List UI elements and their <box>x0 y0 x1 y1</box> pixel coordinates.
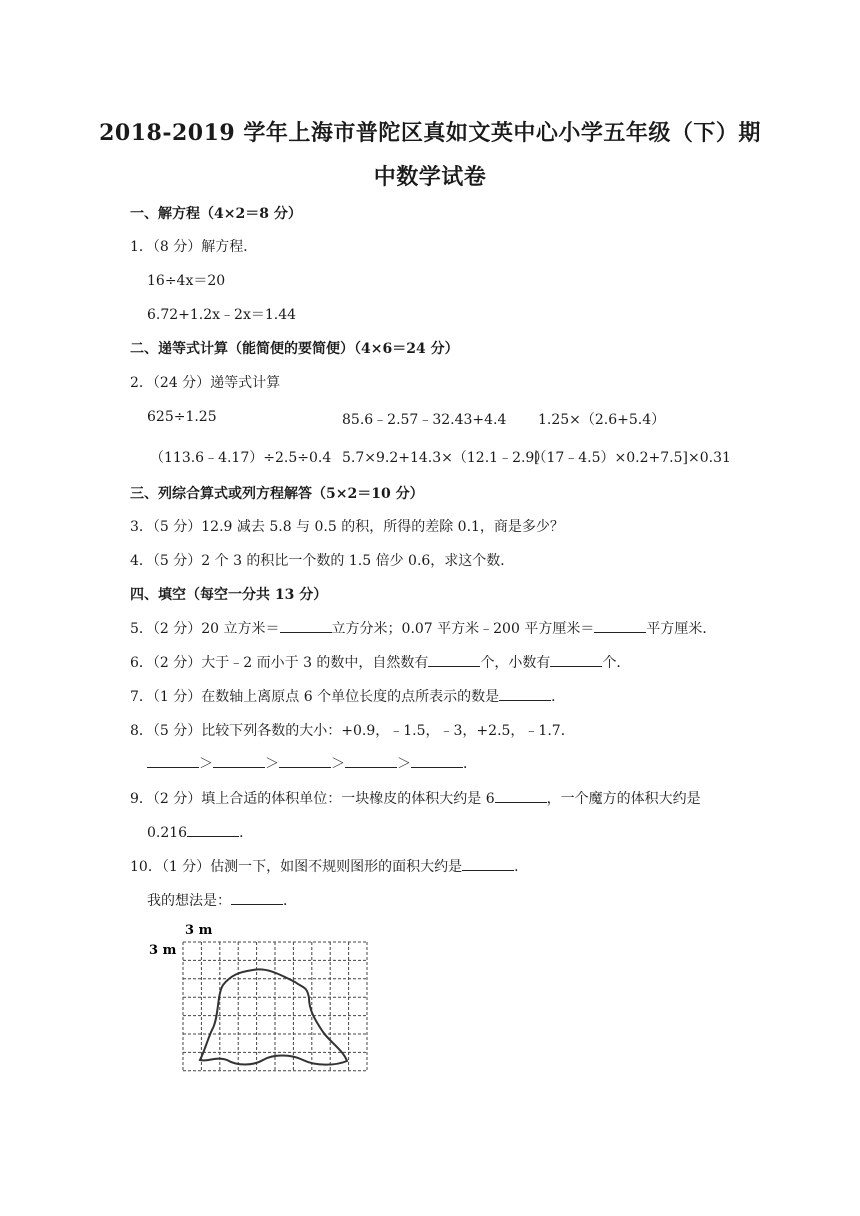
q8-answer-line <box>147 753 477 773</box>
gt-sign: ＞ <box>199 756 213 772</box>
question-1: 1．（8 分）解方程． <box>130 239 258 255</box>
question-9 <box>130 788 701 808</box>
section-3-heading: 三、列综合算式或列方程解答（5×2＝10 分） <box>130 486 424 502</box>
side-scale-label: 3 m <box>149 943 177 958</box>
answer-blank[interactable] <box>411 755 463 768</box>
question-5 <box>130 618 716 638</box>
q2-expression-2: 85.6﹣2.57﹣32.43+4.4 <box>342 412 507 428</box>
answer-blank[interactable] <box>345 755 397 768</box>
q2-expression-6: [（17﹣4.5）×0.2+7.5]×0.31 <box>534 450 731 466</box>
answer-blank[interactable] <box>550 654 602 667</box>
q2-expression-4: （113.6﹣4.17）÷2.5÷0.4 <box>150 450 332 466</box>
answer-blank[interactable] <box>213 755 265 768</box>
page-title-line1: 2018-2019 学年上海市普陀区真如文英中心小学五年级（下）期 <box>99 120 761 146</box>
q1-equation-1: 16÷4x＝20 <box>147 273 226 289</box>
q6-text-c: 个． <box>602 655 631 671</box>
gt-sign: ＞ <box>265 756 279 772</box>
question-3: 3．（5 分）12.9 减去 5.8 与 0.5 的积，所得的差除 0.1，商是多少？ <box>130 519 564 535</box>
section-1-heading: 一、解方程（4×2＝8 分） <box>130 206 302 222</box>
q7-text-b: ． <box>551 689 566 705</box>
q10-text-b: ． <box>514 859 529 875</box>
q6-text-a: 6．（2 分）大于﹣2 而小于 3 的数中，自然数有 <box>130 655 429 671</box>
answer-blank[interactable] <box>231 892 283 905</box>
page-title-line2: 中数学试卷 <box>373 164 487 190</box>
answer-blank[interactable] <box>428 654 480 667</box>
q2-expression-3: 1.25×（2.6+5.4） <box>538 412 666 428</box>
q5-text-a: 5．（2 分）20 立方米＝ <box>130 621 280 637</box>
q10-line-2 <box>147 890 297 910</box>
question-4: 4．（5 分）2 个 3 的积比一个数的 1.5 倍少 0.6，求这个数． <box>130 553 515 569</box>
answer-blank[interactable] <box>280 620 332 633</box>
q10-text-a: 10．（1 分）估测一下，如图不规则图形的面积大约是 <box>130 859 463 875</box>
answer-blank[interactable] <box>499 688 551 701</box>
irregular-shape-grid-figure <box>145 920 385 1100</box>
question-7 <box>130 686 565 706</box>
answer-blank[interactable] <box>147 755 199 768</box>
section-2-heading: 二、递等式计算（能简便的要简便）（4×6＝24 分） <box>130 341 459 357</box>
q9-text-d: ． <box>239 825 254 841</box>
answer-blank[interactable] <box>279 755 331 768</box>
q2-expression-1: 625÷1.25 <box>147 409 217 425</box>
q10-text-d: ． <box>283 893 297 909</box>
gt-sign: ＞ <box>397 756 411 772</box>
section-4-heading: 四、填空（每空一分共 13 分） <box>130 587 328 603</box>
question-8: 8．（5 分）比较下列各数的大小：+0.9，﹣1.5，﹣3，+2.5，﹣1.7． <box>130 723 575 739</box>
q1-equation-2: 6.72+1.2x﹣2x＝1.44 <box>147 307 297 323</box>
q9-text-a: 9．（2 分）填上合适的体积单位：一块橡皮的体积大约是 6 <box>130 791 495 807</box>
top-scale-label: 3 m <box>185 923 213 938</box>
q8-end: ． <box>463 756 477 772</box>
question-10 <box>130 856 528 876</box>
question-6 <box>130 652 630 672</box>
q2-expression-5: 5.7×9.2+14.3×（12.1﹣2.9） <box>342 450 549 466</box>
answer-blank[interactable] <box>187 824 239 837</box>
gt-sign: ＞ <box>331 756 345 772</box>
answer-blank[interactable] <box>594 620 646 633</box>
q10-text-c: 我的想法是： <box>147 893 231 909</box>
q9-text-b: ，一个魔方的体积大约是 <box>546 791 701 807</box>
q6-text-b: 个，小数有 <box>480 655 551 671</box>
answer-blank[interactable] <box>462 858 514 871</box>
q7-text-a: 7．（1 分）在数轴上离原点 6 个单位长度的点所表示的数是 <box>130 689 500 705</box>
q5-text-c: 平方厘米． <box>646 621 717 637</box>
answer-blank[interactable] <box>495 790 547 803</box>
q9-text-c: 0.216 <box>147 825 188 841</box>
q9-line-2 <box>147 822 253 842</box>
q5-text-b: 立方分米；0.07 平方米﹣200 平方厘米＝ <box>331 621 595 637</box>
grid-lines <box>183 942 367 1071</box>
question-2: 2．（24 分）递等式计算 <box>130 375 281 391</box>
irregular-shape <box>200 969 347 1064</box>
